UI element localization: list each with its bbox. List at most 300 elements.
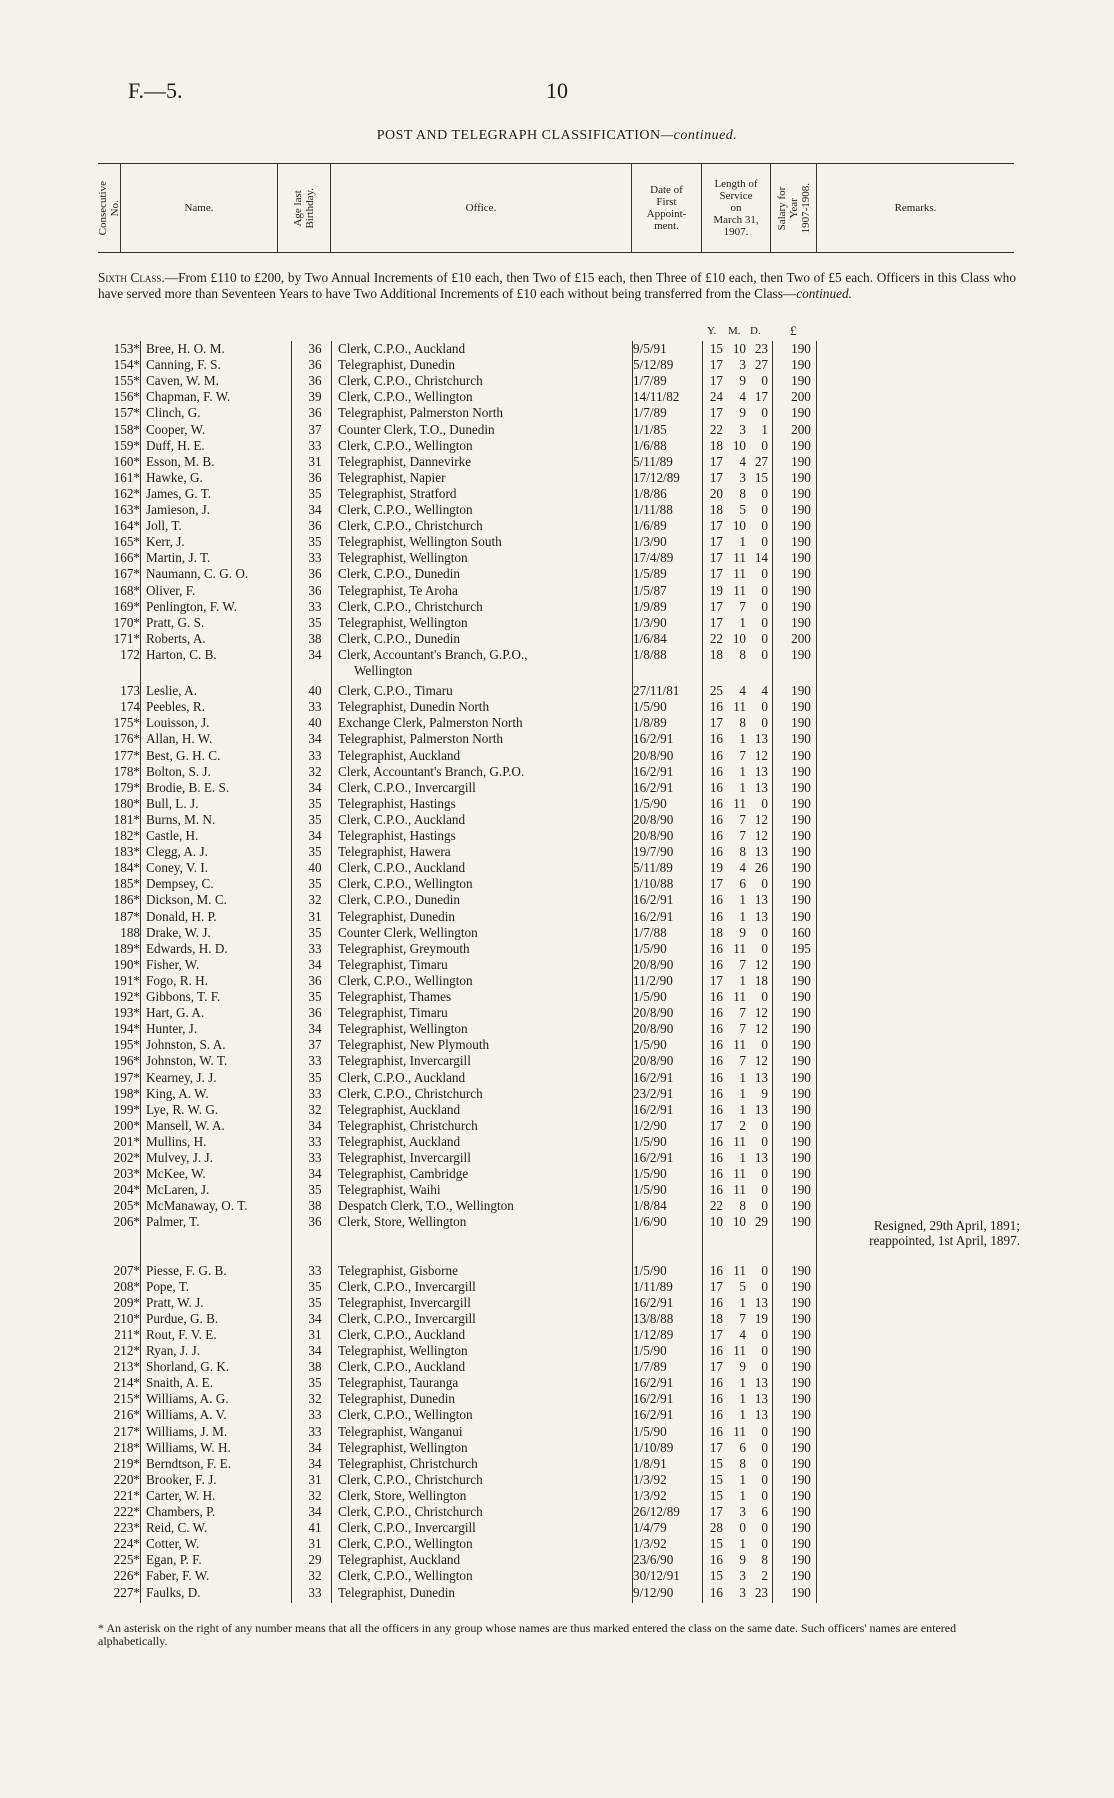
row-service-years: 16 xyxy=(709,1423,723,1439)
row-number: 213* xyxy=(113,1359,140,1375)
row-number: 207* xyxy=(113,1262,140,1278)
row-age: 32 xyxy=(308,1391,322,1407)
row-office: Telegraphist, Wellington xyxy=(338,1343,468,1358)
row-office: Clerk, C.P.O., Wellington xyxy=(338,389,473,405)
row-service-years: 16 xyxy=(709,1166,723,1182)
row-age: 35 xyxy=(308,534,322,550)
row-name: Cotter, W. xyxy=(146,1536,200,1552)
row-salary: 190 xyxy=(791,469,811,485)
row-name: Peebles, R. xyxy=(146,699,205,715)
row-age: 33 xyxy=(308,1150,322,1165)
row-service-years: 16 xyxy=(709,1133,723,1149)
row-service-months: 7 xyxy=(739,1053,746,1069)
row-service-months: 9 xyxy=(739,1359,746,1375)
row-name: Burns, M. N. xyxy=(146,811,216,827)
row-name: McManaway, O. T. xyxy=(146,1198,248,1214)
row-service-years: 19 xyxy=(709,860,723,876)
row-office: Clerk, C.P.O., Christchurch xyxy=(338,518,483,534)
row-date-appointed: 1/6/88 xyxy=(633,437,667,453)
row-age: 34 xyxy=(308,1021,322,1037)
row-salary: 190 xyxy=(791,892,811,908)
row-number: 166* xyxy=(113,550,140,566)
row-age: 36 xyxy=(308,518,322,534)
row-date-appointed: 1/5/89 xyxy=(633,566,667,582)
row-date-appointed: 1/12/89 xyxy=(633,1326,674,1342)
row-salary: 190 xyxy=(791,534,811,550)
row-age: 36 xyxy=(308,1005,322,1021)
row-service-months: 8 xyxy=(739,646,746,662)
row-service-months: 7 xyxy=(739,956,746,972)
row-office: Clerk, C.P.O., Wellington xyxy=(338,437,473,453)
row-date-appointed: 1/8/88 xyxy=(633,646,667,662)
row-office: Clerk, C.P.O., Auckland xyxy=(338,1359,466,1375)
row-date-appointed: 20/8/90 xyxy=(633,1053,674,1069)
row-date-appointed: 1/5/90 xyxy=(633,1166,667,1182)
row-service-years: 16 xyxy=(709,1391,723,1407)
row-name: Egan, P. F. xyxy=(146,1552,202,1568)
row-salary: 190 xyxy=(791,811,811,827)
row-service-days: 12 xyxy=(754,828,768,843)
header-office: Office. xyxy=(331,164,632,252)
row-service-months: 10 xyxy=(732,518,746,534)
row-service-days: 0 xyxy=(761,1133,768,1149)
row-number: 157* xyxy=(113,405,140,421)
row-number: 154* xyxy=(113,357,140,373)
row-service-years: 16 xyxy=(709,763,723,779)
row-service-months: 11 xyxy=(733,1343,746,1358)
row-office: Clerk, C.P.O., Auckland xyxy=(338,1069,466,1085)
row-salary: 190 xyxy=(791,502,811,517)
row-name: Faber, F. W. xyxy=(146,1568,210,1584)
row-age: 33 xyxy=(308,1133,322,1149)
row-name: Pratt, G. S. xyxy=(146,614,205,630)
row-salary: 190 xyxy=(791,405,811,421)
row-age: 33 xyxy=(308,1423,322,1439)
row-office: Telegraphist, Napier xyxy=(338,469,446,485)
row-service-months: 4 xyxy=(739,860,746,876)
row-service-months: 11 xyxy=(733,1182,746,1198)
row-service-years: 16 xyxy=(709,1021,723,1037)
row-salary: 190 xyxy=(791,1182,811,1198)
row-office: Telegraphist, Timaru xyxy=(338,1005,448,1021)
row-date-appointed: 1/7/89 xyxy=(633,405,667,421)
row-service-days: 4 xyxy=(761,683,768,699)
row-date-appointed: 1/5/90 xyxy=(633,1133,667,1149)
row-age: 34 xyxy=(308,956,322,972)
row-office: Telegraphist, Hastings xyxy=(338,795,456,811)
row-office: Clerk, C.P.O., Christchurch xyxy=(338,598,483,614)
row-service-days: 2 xyxy=(761,1568,768,1584)
row-service-months: 9 xyxy=(739,373,746,389)
row-name: Kearney, J. J. xyxy=(146,1069,217,1085)
row-office: Telegraphist, Invercargill xyxy=(338,1150,471,1165)
row-salary: 190 xyxy=(791,715,811,731)
row-service-days: 0 xyxy=(761,1520,768,1536)
row-name: Rout, F. V. E. xyxy=(146,1326,217,1342)
row-service-years: 17 xyxy=(709,1359,723,1375)
row-office: Telegraphist, Cambridge xyxy=(338,1166,469,1182)
row-service-years: 17 xyxy=(709,972,723,988)
row-office: Telegraphist, Dunedin xyxy=(338,357,455,373)
row-date-appointed: 16/2/91 xyxy=(633,763,674,779)
row-salary: 190 xyxy=(791,1584,811,1600)
row-service-days: 0 xyxy=(761,1278,768,1294)
row-service-days: 1 xyxy=(761,421,768,437)
footnote: * An asterisk on the right of any number means that all the officers in any group whose names are thus marked entered the class on the same date. Such officers' names are entered alphabetically. xyxy=(98,1621,957,1648)
row-date-appointed: 16/2/91 xyxy=(633,1101,674,1117)
row-service-days: 0 xyxy=(761,518,768,534)
row-service-years: 16 xyxy=(709,940,723,956)
class-description: Sixth Class.—From £110 to £200, by Two Annual Increments of £10 each, then Two of £15 each, then Three of £10 each, then Two of £5 each. Officers in this Class who have served more than Seventeen Years to have Two Additional Increments of £10 each without being transferred from the Class—continued. xyxy=(98,270,1016,301)
header-consecutive-no: Consecutive No. xyxy=(98,164,121,252)
row-office: Telegraphist, Timaru xyxy=(338,956,448,972)
row-number: 161* xyxy=(113,469,140,485)
row-date-appointed: 1/7/89 xyxy=(633,373,667,389)
row-service-years: 18 xyxy=(709,924,723,940)
row-age: 31 xyxy=(308,1471,322,1487)
row-service-years: 17 xyxy=(709,453,723,469)
row-number: 202* xyxy=(113,1150,140,1165)
row-age: 35 xyxy=(308,485,322,501)
row-number: 167* xyxy=(113,566,140,582)
row-service-years: 16 xyxy=(709,1262,723,1278)
row-age: 40 xyxy=(308,683,322,699)
row-office: Clerk, C.P.O., Wellington xyxy=(338,1536,473,1552)
row-name: Esson, M. B. xyxy=(146,453,215,469)
row-service-days: 0 xyxy=(761,876,768,892)
row-name: Bree, H. O. M. xyxy=(146,341,225,356)
row-service-months: 11 xyxy=(733,795,746,811)
row-salary: 190 xyxy=(791,1294,811,1310)
row-service-years: 17 xyxy=(709,598,723,614)
row-age: 38 xyxy=(308,630,322,646)
row-salary: 190 xyxy=(791,1310,811,1326)
row-salary: 190 xyxy=(791,747,811,763)
row-service-years: 16 xyxy=(709,779,723,795)
row-office: Telegraphist, Invercargill xyxy=(338,1294,471,1310)
row-office: Telegraphist, Christchurch xyxy=(338,1117,478,1133)
row-salary: 190 xyxy=(791,1005,811,1021)
row-service-months: 1 xyxy=(739,1150,746,1165)
row-service-days: 0 xyxy=(761,1359,768,1375)
row-date-appointed: 20/8/90 xyxy=(633,811,674,827)
row-service-years: 10 xyxy=(709,1214,723,1230)
row-number: 194* xyxy=(113,1021,140,1037)
row-name: Johnston, S. A. xyxy=(146,1037,226,1053)
row-service-months: 1 xyxy=(739,1375,746,1391)
row-service-months: 1 xyxy=(739,1471,746,1487)
row-name: Brodie, B. E. S. xyxy=(146,779,230,795)
row-age: 36 xyxy=(308,972,322,988)
row-office: Clerk, C.P.O., Dunedin xyxy=(338,566,460,582)
row-name: Hawke, G. xyxy=(146,469,203,485)
column-rule xyxy=(772,341,773,1603)
row-service-days: 0 xyxy=(761,1198,768,1214)
row-service-months: 3 xyxy=(739,357,746,373)
row-service-years: 22 xyxy=(709,630,723,646)
row-service-years: 16 xyxy=(709,1343,723,1358)
row-name: Hart, G. A. xyxy=(146,1005,205,1021)
row-name: Brooker, F. J. xyxy=(146,1471,217,1487)
row-service-years: 17 xyxy=(709,469,723,485)
row-age: 35 xyxy=(308,614,322,630)
row-service-days: 12 xyxy=(754,1053,768,1069)
row-salary: 190 xyxy=(791,956,811,972)
row-service-months: 10 xyxy=(732,341,746,356)
row-age: 35 xyxy=(308,876,322,892)
row-age: 40 xyxy=(308,860,322,876)
row-name: Oliver, F. xyxy=(146,582,196,598)
row-service-years: 16 xyxy=(709,747,723,763)
row-number: 156* xyxy=(113,389,140,405)
remark-palmer: Resigned, 29th April, 1891; reappointed, 1st April, 1897. xyxy=(869,1218,1020,1248)
row-service-days: 0 xyxy=(761,485,768,501)
row-name: Dickson, M. C. xyxy=(146,892,227,908)
row-number: 211* xyxy=(114,1326,140,1342)
column-rule xyxy=(702,341,703,1603)
row-salary: 190 xyxy=(791,989,811,1004)
row-age: 41 xyxy=(308,1520,322,1536)
row-date-appointed: 17/12/89 xyxy=(633,469,680,485)
row-service-years: 16 xyxy=(709,1069,723,1085)
row-service-months: 1 xyxy=(739,1407,746,1423)
row-service-days: 12 xyxy=(754,1021,768,1037)
row-service-years: 18 xyxy=(709,1310,723,1326)
row-age: 33 xyxy=(308,1584,322,1600)
row-date-appointed: 16/2/91 xyxy=(633,1069,674,1085)
row-service-days: 29 xyxy=(754,1214,768,1230)
row-service-months: 0 xyxy=(739,1520,746,1536)
row-service-years: 19 xyxy=(709,582,723,598)
row-service-months: 1 xyxy=(739,1085,746,1101)
row-number: 219* xyxy=(113,1455,140,1471)
row-service-months: 9 xyxy=(739,924,746,940)
row-service-days: 18 xyxy=(754,972,768,988)
row-age: 36 xyxy=(308,357,322,373)
row-service-days: 12 xyxy=(754,1005,768,1021)
row-number: 158* xyxy=(113,421,140,437)
row-age: 33 xyxy=(308,1262,322,1278)
row-name: Faulks, D. xyxy=(146,1584,201,1600)
row-service-days: 13 xyxy=(754,1150,768,1165)
row-date-appointed: 11/2/90 xyxy=(633,972,673,988)
row-salary: 190 xyxy=(791,1487,811,1503)
header-salary: Salary for Year 1907-1908. xyxy=(771,164,817,252)
row-salary: 190 xyxy=(791,1536,811,1552)
row-service-years: 16 xyxy=(709,699,723,715)
row-number: 184* xyxy=(113,860,140,876)
row-age: 33 xyxy=(308,940,322,956)
row-salary: 190 xyxy=(791,373,811,389)
row-salary: 190 xyxy=(791,683,811,699)
row-service-years: 15 xyxy=(709,1455,723,1471)
row-number: 221* xyxy=(113,1487,140,1503)
row-office: Telegraphist, Palmerston North xyxy=(338,731,503,747)
row-office: Clerk, C.P.O., Auckland xyxy=(338,811,466,827)
row-number: 204* xyxy=(113,1182,140,1198)
row-office: Telegraphist, Wanganui xyxy=(338,1423,463,1439)
row-date-appointed: 23/6/90 xyxy=(633,1552,674,1568)
row-date-appointed: 1/8/89 xyxy=(633,715,667,731)
row-service-days: 0 xyxy=(761,1471,768,1487)
row-age: 32 xyxy=(308,892,322,908)
row-salary: 190 xyxy=(791,1439,811,1455)
row-age: 33 xyxy=(308,747,322,763)
row-service-days: 13 xyxy=(754,1294,768,1310)
row-number: 160* xyxy=(113,453,140,469)
row-age: 31 xyxy=(308,1536,322,1552)
row-service-days: 14 xyxy=(754,550,768,566)
row-number: 218* xyxy=(113,1439,140,1455)
row-salary: 190 xyxy=(791,860,811,876)
row-date-appointed: 1/11/89 xyxy=(633,1278,673,1294)
row-salary: 160 xyxy=(791,924,811,940)
row-name: Snaith, A. E. xyxy=(146,1375,214,1391)
row-date-appointed: 16/2/91 xyxy=(633,892,674,908)
row-number: 205* xyxy=(113,1198,140,1214)
row-number: 176* xyxy=(113,731,140,747)
row-name: Harton, C. B. xyxy=(146,646,217,662)
row-age: 36 xyxy=(308,566,322,582)
row-service-months: 11 xyxy=(733,1037,746,1053)
row-service-days: 0 xyxy=(761,1262,768,1278)
row-number: 179* xyxy=(113,779,140,795)
row-service-days: 0 xyxy=(761,699,768,715)
row-service-months: 11 xyxy=(733,940,746,956)
row-name: Mullins, H. xyxy=(146,1133,207,1149)
row-age: 37 xyxy=(308,1037,322,1053)
row-age: 32 xyxy=(308,763,322,779)
row-number: 178* xyxy=(113,763,140,779)
row-name: Williams, J. M. xyxy=(146,1423,228,1439)
row-number: 162* xyxy=(113,485,140,501)
row-office: Clerk, C.P.O., Dunedin xyxy=(338,892,460,908)
row-office: Telegraphist, Hawera xyxy=(338,844,451,860)
row-name: Shorland, G. K. xyxy=(146,1359,230,1375)
row-date-appointed: 1/8/86 xyxy=(633,485,667,501)
row-office: Clerk, Accountant's Branch, G.P.O. xyxy=(338,763,525,779)
row-date-appointed: 13/8/88 xyxy=(633,1310,674,1326)
row-service-years: 17 xyxy=(709,715,723,731)
row-service-months: 11 xyxy=(733,1133,746,1149)
row-date-appointed: 1/5/90 xyxy=(633,940,667,956)
row-date-appointed: 1/5/90 xyxy=(633,989,667,1004)
unit-months: M. xyxy=(728,325,741,337)
row-name: Chapman, F. W. xyxy=(146,389,231,405)
row-service-days: 9 xyxy=(761,1085,768,1101)
row-salary: 190 xyxy=(791,1326,811,1342)
row-age: 37 xyxy=(308,421,322,437)
row-date-appointed: 26/12/89 xyxy=(633,1504,680,1519)
row-service-years: 17 xyxy=(709,518,723,534)
row-service-years: 15 xyxy=(709,1471,723,1487)
row-salary: 190 xyxy=(791,1359,811,1375)
row-name: Roberts, A. xyxy=(146,630,206,646)
row-age: 33 xyxy=(308,437,322,453)
row-service-days: 26 xyxy=(754,860,768,876)
page-number: 10 xyxy=(546,78,568,103)
row-service-months: 1 xyxy=(739,1294,746,1310)
row-name: Clinch, G. xyxy=(146,405,201,421)
row-service-years: 17 xyxy=(709,566,723,582)
row-number: 195* xyxy=(113,1037,140,1053)
row-service-days: 13 xyxy=(754,1101,768,1117)
row-number: 215* xyxy=(113,1391,140,1407)
row-service-days: 0 xyxy=(761,1117,768,1133)
row-date-appointed: 1/9/89 xyxy=(633,598,667,614)
row-number: 159* xyxy=(113,437,140,453)
row-salary: 190 xyxy=(791,1053,811,1069)
row-service-months: 7 xyxy=(739,828,746,843)
row-name: Gibbons, T. F. xyxy=(146,989,221,1004)
row-name: Leslie, A. xyxy=(146,683,197,699)
row-date-appointed: 20/8/90 xyxy=(633,1021,674,1037)
row-salary: 190 xyxy=(791,453,811,469)
row-service-days: 12 xyxy=(754,811,768,827)
row-date-appointed: 20/8/90 xyxy=(633,828,674,843)
row-date-appointed: 9/12/90 xyxy=(633,1584,674,1600)
row-number: 226* xyxy=(113,1568,140,1584)
row-age: 33 xyxy=(308,598,322,614)
row-name: James, G. T. xyxy=(146,485,212,501)
row-number: 173 xyxy=(120,683,140,699)
row-salary: 195 xyxy=(791,940,811,956)
row-name: Cooper, W. xyxy=(146,421,206,437)
row-service-years: 17 xyxy=(709,876,723,892)
row-service-months: 1 xyxy=(739,779,746,795)
row-service-months: 4 xyxy=(739,453,746,469)
row-salary: 190 xyxy=(791,1198,811,1214)
row-office: Clerk, C.P.O., Christchurch xyxy=(338,373,483,389)
row-office: Telegraphist, Waihi xyxy=(338,1182,441,1198)
row-service-years: 16 xyxy=(709,1150,723,1165)
row-service-years: 24 xyxy=(709,389,723,405)
row-name: Louisson, J. xyxy=(146,715,210,731)
row-service-days: 27 xyxy=(754,357,768,373)
row-date-appointed: 1/3/92 xyxy=(633,1487,667,1503)
row-service-years: 16 xyxy=(709,989,723,1004)
row-service-months: 11 xyxy=(733,1423,746,1439)
row-service-months: 11 xyxy=(733,566,746,582)
row-number: 190* xyxy=(113,956,140,972)
row-service-years: 16 xyxy=(709,731,723,747)
row-name: Penlington, F. W. xyxy=(146,598,237,614)
row-service-months: 8 xyxy=(739,485,746,501)
row-service-months: 7 xyxy=(739,1310,746,1326)
row-office: Telegraphist, Tauranga xyxy=(338,1375,459,1391)
row-number: 203* xyxy=(113,1166,140,1182)
row-salary: 190 xyxy=(791,1552,811,1568)
row-office: Clerk, C.P.O., Invercargill xyxy=(338,1278,476,1294)
row-date-appointed: 1/4/79 xyxy=(633,1520,667,1536)
row-number: 216* xyxy=(113,1407,140,1423)
row-date-appointed: 1/3/90 xyxy=(633,534,667,550)
row-service-days: 12 xyxy=(754,956,768,972)
row-service-months: 7 xyxy=(739,747,746,763)
row-age: 35 xyxy=(308,1375,322,1391)
row-age: 34 xyxy=(308,1504,322,1519)
row-service-months: 7 xyxy=(739,1005,746,1021)
row-salary: 200 xyxy=(791,421,811,437)
row-name: Purdue, G. B. xyxy=(146,1310,219,1326)
row-name: Pope, T. xyxy=(146,1278,190,1294)
row-salary: 190 xyxy=(791,1520,811,1536)
row-service-months: 3 xyxy=(739,1584,746,1600)
row-salary: 190 xyxy=(791,1343,811,1358)
row-office: Clerk, C.P.O., Invercargill xyxy=(338,1310,476,1326)
row-salary: 190 xyxy=(791,876,811,892)
row-service-years: 15 xyxy=(709,341,723,356)
